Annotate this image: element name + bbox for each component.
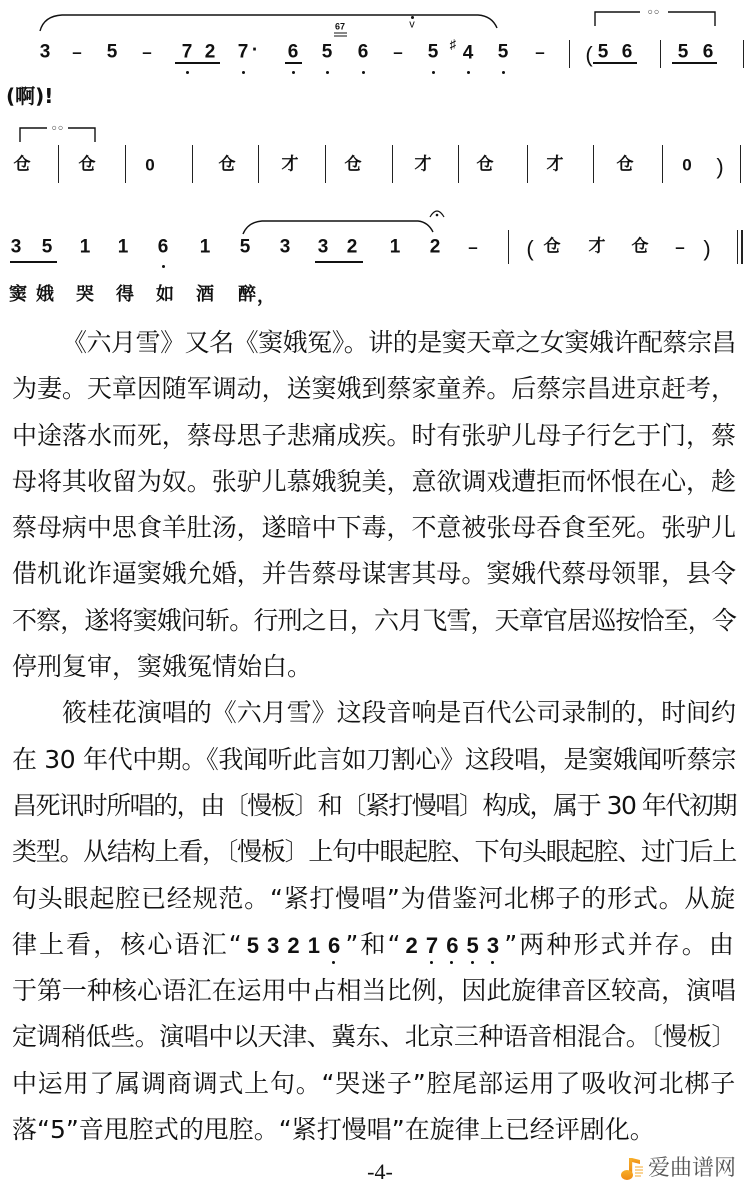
percussion-beat: 才 xyxy=(546,154,564,175)
text-line: 落“5”音甩腔式的甩腔。“紧打慢唱”在旋律上已经评剧化。 xyxy=(12,1115,655,1145)
note: 5 xyxy=(106,41,118,63)
text-line: 母将其收留为奴。张驴儿慕娥貌美，意欲调戏遭拒而怀恨在心，趁 xyxy=(12,466,736,496)
text-segment: ”两种形式并存。由 xyxy=(504,929,736,959)
music-note-icon xyxy=(620,1157,645,1181)
barline xyxy=(258,145,259,183)
barline xyxy=(740,145,741,183)
barline xyxy=(593,145,594,183)
barline xyxy=(58,145,59,183)
low-octave-dot xyxy=(362,71,365,74)
percussion-beat: 才 xyxy=(588,236,606,257)
note: 6 xyxy=(287,41,299,63)
paragraph1-line xyxy=(12,320,736,366)
barline xyxy=(527,145,528,183)
percussion-beat: 仓 xyxy=(344,154,362,175)
note: 5 xyxy=(597,41,609,63)
sustain-dash: – xyxy=(142,42,152,62)
vocab-digit-low-octave: 6 xyxy=(325,934,345,958)
low-octave-dot xyxy=(242,71,245,74)
repeat-bracket-mark: ○○ xyxy=(51,122,65,133)
paragraph2-line xyxy=(12,829,736,875)
percussion-beat: 才 xyxy=(281,154,299,175)
vocab-text-line xyxy=(12,930,736,959)
lyric-char: 酒 xyxy=(196,284,214,305)
sustain-dash: – xyxy=(468,237,478,257)
paren-open: ( xyxy=(526,236,534,261)
lyric-char: 如 xyxy=(156,284,174,305)
barline xyxy=(662,145,663,183)
paragraph2-line xyxy=(12,1107,736,1153)
note: 5 xyxy=(427,41,439,63)
beam-underline xyxy=(315,261,363,263)
text-line: 在 30 年代中期。《我闻听此言如刀割心》这段唱，是窦娥闻听蔡宗 xyxy=(12,744,736,774)
note: 5 xyxy=(41,236,53,258)
paragraph1-line xyxy=(12,644,736,690)
low-octave-dot xyxy=(502,71,505,74)
paragraph2-line xyxy=(12,922,736,968)
lyric-char: 窦 xyxy=(9,284,27,305)
barline xyxy=(660,40,661,68)
repeat-bracket-mark: ○○ xyxy=(647,6,661,17)
barline xyxy=(508,230,509,264)
paragraph1-line xyxy=(12,366,736,412)
percussion-rest: 0 xyxy=(682,155,692,175)
watermark xyxy=(620,1156,736,1182)
paragraph1-line xyxy=(12,551,736,597)
paragraph2-line xyxy=(12,876,736,922)
percussion-beat: 仓 xyxy=(78,154,96,175)
text-line: 借机讹诈逼窦娥允婚，并告蔡母谋害其母。窦娥代蔡母领罪，县令 xyxy=(12,559,736,589)
paragraph2-line xyxy=(12,968,736,1014)
barline xyxy=(325,145,326,183)
text-line: 不察，遂将窦娥问斩。行刑之日，六月飞雪，天章官居巡按恰至，令 xyxy=(12,605,736,635)
percussion-beat: 仓 xyxy=(631,236,649,257)
text-line: 句头眼起腔已经规范。“紧打慢唱”为借鉴河北梆子的形式。从旋 xyxy=(12,883,736,913)
beam-underline xyxy=(175,62,220,64)
sustain-dash: – xyxy=(72,42,82,62)
lyric-char: 娥 xyxy=(36,284,54,305)
text-line: 中途落水而死，蔡母思子悲痛成疾。时有张驴儿母子行乞于门，蔡 xyxy=(12,420,736,450)
augmentation-dot: · xyxy=(251,39,259,61)
paragraph2-line xyxy=(12,737,736,783)
paragraph1-line xyxy=(12,459,736,505)
percussion-beat: 仓 xyxy=(616,154,634,175)
beam-underline xyxy=(593,62,637,64)
sustain-dash: – xyxy=(535,42,545,62)
paragraph2-line xyxy=(12,783,736,829)
note: 3 xyxy=(39,41,51,63)
lyric-char: 醉 xyxy=(238,284,256,305)
grace-note: 67 xyxy=(334,21,346,32)
note: 5 xyxy=(239,236,251,258)
vocab-digit-low-octave: 7 xyxy=(423,934,443,958)
paragraph2-line xyxy=(12,690,736,736)
note: 5 xyxy=(321,41,333,63)
low-octave-dot xyxy=(162,265,165,268)
vocab-digit-low-octave: 3 xyxy=(484,934,504,958)
text-line: 类型。从结构上看，〔慢板〕上句中眼起腔、下句头眼起腔、过门后上 xyxy=(12,837,736,867)
text-line: 中运用了属调商调式上句。“哭迷子”腔尾部运用了吸收河北梆子 xyxy=(12,1068,736,1098)
barline xyxy=(458,145,459,183)
lyric-char: 哭 xyxy=(76,284,94,305)
note: 1 xyxy=(79,236,91,258)
grace-double-underline xyxy=(334,33,347,36)
note: 5 xyxy=(677,41,689,63)
watermark-text: 爱曲谱网 xyxy=(648,1156,737,1181)
text-segment: ”和“ xyxy=(345,929,403,959)
interjection-lyric: (啊)! xyxy=(6,84,54,108)
vocab-digit: 1 xyxy=(307,932,323,958)
low-octave-dot xyxy=(186,71,189,74)
note: 1 xyxy=(389,236,401,258)
commentary-text xyxy=(12,320,736,1153)
beam-underline xyxy=(672,62,717,64)
paragraph2-line xyxy=(12,1061,736,1107)
note: 7 xyxy=(181,41,193,63)
lyric-punct: ， xyxy=(257,286,275,307)
note: 3 xyxy=(10,236,22,258)
final-barline-thick xyxy=(741,230,743,264)
low-octave-dot xyxy=(292,71,295,74)
note: 2 xyxy=(204,41,216,63)
barline xyxy=(192,145,193,183)
note: 1 xyxy=(199,236,211,258)
note: 6 xyxy=(357,41,369,63)
paragraph1-line xyxy=(12,598,736,644)
barline xyxy=(743,40,744,68)
sustain-dash: – xyxy=(393,42,403,62)
accent-dot xyxy=(411,16,414,19)
barline xyxy=(125,145,126,183)
percussion-rest: 0 xyxy=(145,155,155,175)
note: 7 xyxy=(237,41,249,63)
sharp-sign: ♯ xyxy=(449,36,457,52)
lyric-char: 得 xyxy=(116,284,134,305)
note: 6 xyxy=(621,41,633,63)
percussion-beat: 仓 xyxy=(476,154,494,175)
vocab-digit: 3 xyxy=(267,932,282,958)
page-number: -4- xyxy=(367,1159,393,1184)
slur-system1 xyxy=(40,15,497,31)
note: 3 xyxy=(317,236,329,258)
paren-close: ) xyxy=(703,236,711,261)
paragraph1-line xyxy=(12,413,736,459)
text-segment: 律上看，核心语汇“ xyxy=(12,929,244,959)
percussion-beat: 仓 xyxy=(543,236,561,257)
fermata-icon xyxy=(430,211,444,217)
note: 5 xyxy=(497,41,509,63)
text-line: 为妻。天章因随军调动，送窦娥到蔡家童养。后蔡宗昌进京赶考， xyxy=(12,374,736,404)
percussion-beat: 才 xyxy=(414,154,432,175)
note: 4 xyxy=(462,42,474,64)
beam-underline xyxy=(285,62,302,64)
paragraph1-line xyxy=(12,505,736,551)
text-line: 筱桂花演唱的《六月雪》这段音响是百代公司录制的，时间约 xyxy=(62,698,736,728)
note: 2 xyxy=(429,236,441,258)
percussion-beat: 仓 xyxy=(13,154,31,175)
beam-underline xyxy=(10,261,57,263)
accent-mark-icon: v xyxy=(409,18,415,31)
low-octave-dot xyxy=(326,71,329,74)
text-line: 昌死讯时所唱的，由〔慢板〕和〔紧打慢唱〕构成，属于 30 年代初期 xyxy=(12,790,736,820)
note: 3 xyxy=(279,236,291,258)
vocab-digit-low-octave: 6 xyxy=(443,934,463,958)
paragraph2-line xyxy=(12,1014,736,1060)
text-line: 定调稍低些。演唱中以天津、冀东、北京三种语音相混合。〔慢板〕 xyxy=(12,1022,736,1052)
note: 6 xyxy=(702,41,714,63)
low-octave-dot xyxy=(467,71,470,74)
note: 1 xyxy=(117,236,129,258)
paren-open: ( xyxy=(585,42,593,67)
vocab-digit-low-octave: 5 xyxy=(464,934,484,958)
percussion-beat: 仓 xyxy=(218,154,236,175)
text-line: 停刑复审，窦娥冤情始白。 xyxy=(12,652,313,682)
low-octave-dot xyxy=(432,71,435,74)
note: 6 xyxy=(157,236,169,258)
paren-close: ) xyxy=(716,154,724,179)
text-line: 《六月雪》又名《窦娥冤》。讲的是窦天章之女窦娥许配蔡宗昌 xyxy=(62,328,736,357)
note: 2 xyxy=(346,236,358,258)
text-line: 于第一种核心语汇在运用中占相当比例，因此旋律音区较高，演唱 xyxy=(12,976,736,1006)
vocab-digit: 2 xyxy=(287,932,302,958)
sustain-dash: – xyxy=(675,237,685,257)
text-line: 蔡母病中思食羊肚汤，遂暗中下毒，不意被张母吞食至死。张驴儿 xyxy=(12,513,736,543)
final-barline-thin xyxy=(737,230,738,264)
slur-system3 xyxy=(243,221,433,234)
vocab-digit: 2 xyxy=(405,932,420,958)
vocab-digit: 5 xyxy=(246,932,262,958)
barline xyxy=(392,145,393,183)
barline xyxy=(569,40,570,68)
